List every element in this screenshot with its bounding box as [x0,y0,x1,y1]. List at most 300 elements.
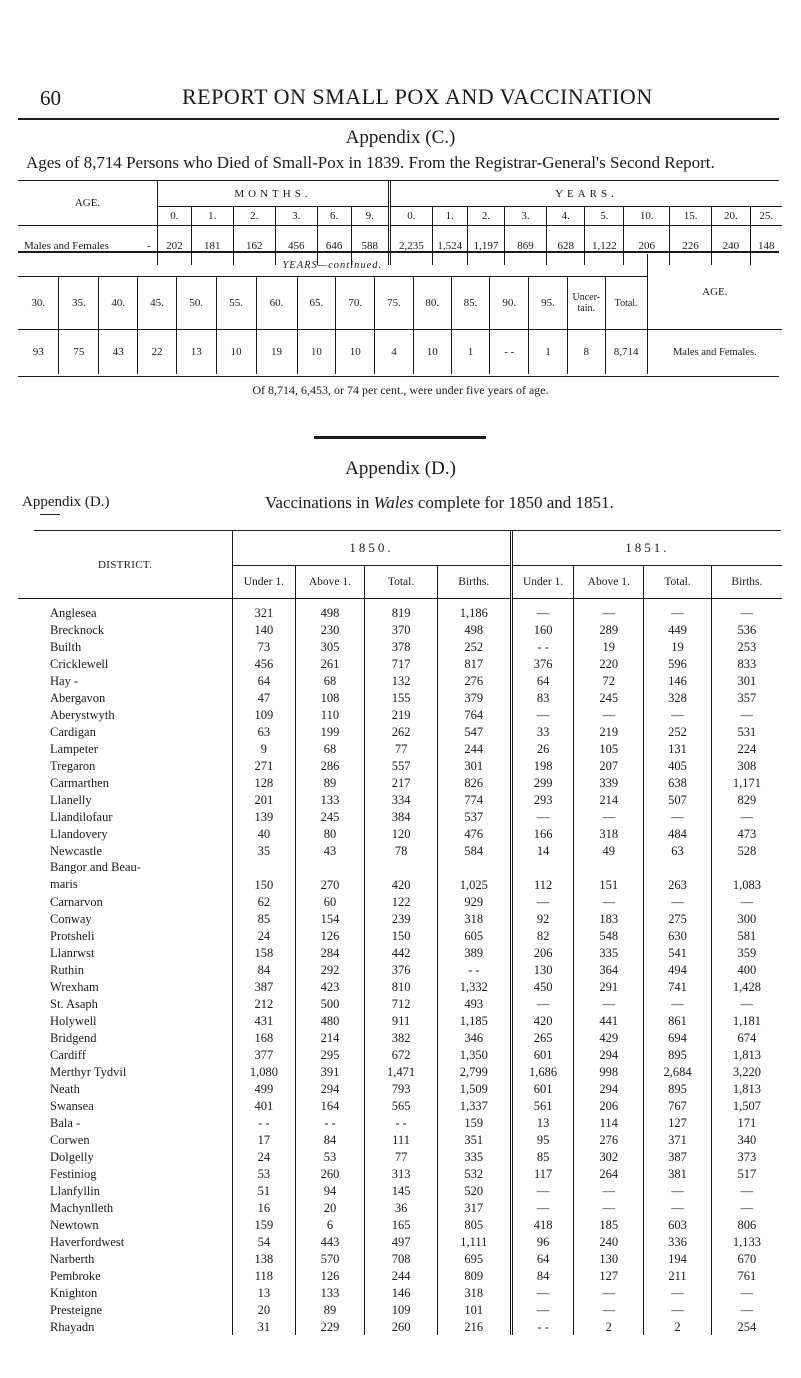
district-name [18,978,233,995]
district-name-text: St. Asaph [50,996,98,1011]
district-name-text: Bangor and Beau- maris [50,860,141,891]
cell-value: 194 [644,1250,712,1267]
cell-value: 793 [365,1080,437,1097]
header-rule [18,118,779,120]
cell-value: 382 [365,1029,437,1046]
cell-value: 73 [233,638,295,655]
cell-value: 536 [711,621,782,638]
district-name [18,859,233,893]
cell-value: 431 [233,1012,295,1029]
year-col-label: 70. [336,277,375,330]
cell-value: 89 [295,1301,365,1318]
cell-value: 132 [365,672,437,689]
cell-value: 114 [574,1114,644,1131]
cell-value: 160 [511,621,574,638]
year-value: 13 [176,330,216,375]
district-name [18,1267,233,1284]
district-name [18,1318,233,1335]
cell-value: 207 [574,757,644,774]
table-row [18,1114,782,1131]
column-label: Births. [437,566,511,599]
cell-value: 484 [644,825,712,842]
cell-value: 72 [574,672,644,689]
table-row [18,740,782,757]
cell-value: 245 [295,808,365,825]
month-col-label: 3. [275,207,317,226]
district-name [18,1131,233,1148]
cell-value: 85 [511,1148,574,1165]
cell-value: 761 [711,1267,782,1284]
cell-value: 1,813 [711,1046,782,1063]
cell-value: 1,025 [437,859,511,893]
district-name-text: Rhayadn [50,1319,95,1334]
years-continued-header: YEARS—continued. [18,254,647,277]
cell-value: 1,171 [711,774,782,791]
cell-value: — [574,1284,644,1301]
year-value: 1 [529,330,568,375]
cell-value: — [644,706,712,723]
district-name [18,723,233,740]
table-row [18,893,782,910]
cell-value: 809 [437,1267,511,1284]
year-value: 206 [624,226,670,266]
table-row [18,995,782,1012]
cell-value: 741 [644,978,712,995]
cell-value: 229 [295,1318,365,1335]
cell-value: — [574,604,644,621]
cell-value: 911 [365,1012,437,1029]
district-name-text: Presteigne [50,1302,103,1317]
cell-value: 168 [233,1029,295,1046]
cell-value: - - [511,1318,574,1335]
district-name [18,621,233,638]
cell-value: 260 [365,1318,437,1335]
district-name [18,706,233,723]
cell-value: 224 [711,740,782,757]
district-name [18,1012,233,1029]
cell-value: 359 [711,944,782,961]
district-name-text: Neath [50,1081,80,1096]
cell-value: 531 [711,723,782,740]
month-col-label: 1. [191,207,233,226]
district-name-text: Carmarthen [50,775,110,790]
year-col-label: 40. [99,277,138,330]
cell-value: 456 [233,655,295,672]
table-row [18,672,782,689]
month-col-label: 9. [351,207,389,226]
cell-value: 211 [644,1267,712,1284]
cell-value: 1,507 [711,1097,782,1114]
cell-value: 381 [644,1165,712,1182]
district-name-text: Narberth [50,1251,95,1266]
cell-value: 443 [295,1233,365,1250]
cell-value: 263 [644,859,712,893]
district-name [18,1097,233,1114]
cell-value: 140 [233,621,295,638]
cell-value: 244 [437,740,511,757]
year-value: - - [490,330,529,375]
cell-value: 254 [711,1318,782,1335]
cell-value: 357 [711,689,782,706]
cell-value: 300 [711,910,782,927]
cell-value: — [511,706,574,723]
year-col-label: Uncer- tain. [567,277,605,330]
cell-value: 376 [511,655,574,672]
district-name [18,1216,233,1233]
table-row [18,825,782,842]
cell-value: 68 [295,740,365,757]
cell-value: 83 [511,689,574,706]
cell-value: — [644,893,712,910]
cell-value: 105 [574,740,644,757]
table-row [18,604,782,621]
table-row [18,1250,782,1267]
cell-value: 108 [295,689,365,706]
cell-value: 68 [295,672,365,689]
cell-value: 117 [511,1165,574,1182]
cell-value: 810 [365,978,437,995]
column-label: Births. [711,566,782,599]
cell-value: — [711,706,782,723]
cell-value: 1,083 [711,859,782,893]
cell-value: 1,181 [711,1012,782,1029]
cell-value: 1,332 [437,978,511,995]
district-name [18,808,233,825]
appendix-d-caption-suffix: complete for 1850 and 1851. [417,493,614,512]
cell-value: 216 [437,1318,511,1335]
cell-value: 418 [511,1216,574,1233]
cell-value: 165 [365,1216,437,1233]
cell-value: 240 [574,1233,644,1250]
age-header-right: AGE. [647,254,782,330]
year-value: 1,122 [585,226,624,266]
district-name [18,1080,233,1097]
cell-value: 694 [644,1029,712,1046]
table-row [18,978,782,995]
district-name-text: Newcastle [50,843,103,858]
district-name-text: Swansea [50,1098,94,1113]
cell-value: 96 [511,1233,574,1250]
district-name-text: Pembroke [50,1268,101,1283]
cell-value: 405 [644,757,712,774]
cell-value: 318 [437,910,511,927]
cell-value: — [511,1182,574,1199]
district-name-text: Llanfyllin [50,1183,100,1198]
cell-value: 201 [233,791,295,808]
cell-value: 638 [644,774,712,791]
year-value: 628 [547,226,585,266]
year-value: 148 [750,226,782,266]
row-label: Males and Females - [18,226,157,266]
cell-value: 271 [233,757,295,774]
cell-value: 420 [511,1012,574,1029]
cell-value: 301 [711,672,782,689]
cell-value: 112 [511,859,574,893]
cell-value: 199 [295,723,365,740]
district-name [18,1029,233,1046]
district-name-text: Holywell [50,1013,97,1028]
cell-value: 80 [295,825,365,842]
cell-value: 110 [295,706,365,723]
page-number: 60 [40,86,61,110]
cell-value: 498 [295,604,365,621]
age-footnote: Of 8,714, 6,453, or 74 per cent., were under five years of age. [252,383,549,397]
year-value: 19 [256,330,297,375]
cell-value: 275 [644,910,712,927]
year-value: 8 [567,330,605,375]
cell-value: 89 [295,774,365,791]
year-col-label: 5. [585,207,624,226]
section-divider [314,436,486,439]
cell-value: 53 [295,1148,365,1165]
cell-value: 13 [511,1114,574,1131]
cell-value: 895 [644,1046,712,1063]
cell-value: 295 [295,1046,365,1063]
district-name [18,1284,233,1301]
cell-value: 570 [295,1250,365,1267]
table-row [18,1318,782,1335]
cell-value: — [644,1182,712,1199]
cell-value: 198 [511,757,574,774]
cell-value: 16 [233,1199,295,1216]
district-name-text: Dolgelly [50,1149,94,1164]
district-name [18,1301,233,1318]
cell-value: 476 [437,825,511,842]
cell-value: 33 [511,723,574,740]
column-label: Under 1. [233,566,295,599]
cell-value: 47 [233,689,295,706]
cell-value: — [711,1199,782,1216]
cell-value: 120 [365,825,437,842]
cell-value: — [574,1199,644,1216]
cell-value: 131 [644,740,712,757]
cell-value: 2,799 [437,1063,511,1080]
cell-value: 584 [437,842,511,859]
cell-value: 1,133 [711,1233,782,1250]
appendix-d-caption [265,493,614,513]
cell-value: 1,428 [711,978,782,995]
cell-value: - - [233,1114,295,1131]
cell-value: 1,509 [437,1080,511,1097]
table-row [18,1301,782,1318]
cell-value: 378 [365,638,437,655]
cell-value: 64 [511,672,574,689]
cell-value: 895 [644,1080,712,1097]
cell-value: 528 [711,842,782,859]
district-name-text: Haverfordwest [50,1234,125,1249]
cell-value: 2 [574,1318,644,1335]
cell-value: 214 [574,791,644,808]
year-col-label: 80. [413,277,451,330]
table-row [18,1046,782,1063]
district-name [18,910,233,927]
cell-value: 127 [574,1267,644,1284]
cell-value: 449 [644,621,712,638]
cell-value: 289 [574,621,644,638]
cell-value: 340 [711,1131,782,1148]
cell-value: 317 [437,1199,511,1216]
cell-value: 253 [711,638,782,655]
cell-value: 118 [233,1267,295,1284]
district-name [18,604,233,621]
cell-value: 712 [365,995,437,1012]
cell-value: 442 [365,944,437,961]
month-value: 588 [351,226,389,266]
cell-value: 230 [295,621,365,638]
year-value: 1 [451,330,490,375]
year-col-label: 0. [389,207,432,226]
table-row [18,330,782,375]
district-name [18,1182,233,1199]
district-name-text: Anglesea [50,605,97,620]
cell-value: 138 [233,1250,295,1267]
cell-value: 78 [365,842,437,859]
cell-value: 270 [295,859,365,893]
cell-value: — [574,995,644,1012]
cell-value: 507 [644,791,712,808]
cell-value: 401 [233,1097,295,1114]
cell-value: 581 [711,927,782,944]
cell-value: 82 [511,927,574,944]
cell-value: 159 [437,1114,511,1131]
cell-value: - - [511,638,574,655]
cell-value: 299 [511,774,574,791]
cell-value: 294 [295,1080,365,1097]
year-1850-header: 1850. [233,531,512,566]
cell-value: 1,111 [437,1233,511,1250]
cell-value: 537 [437,808,511,825]
cell-value: 826 [437,774,511,791]
cell-value: 541 [644,944,712,961]
cell-value: 429 [574,1029,644,1046]
year-col-label: 25. [750,207,782,226]
cell-value: 95 [511,1131,574,1148]
cell-value: — [644,1284,712,1301]
district-name [18,995,233,1012]
cell-value: — [511,1301,574,1318]
column-label: Under 1. [511,566,574,599]
district-name-text: Carnarvon [50,894,103,909]
cell-value: 1,686 [511,1063,574,1080]
cell-value: 389 [437,944,511,961]
cell-value: 630 [644,927,712,944]
table-row [18,706,782,723]
year-value: 226 [670,226,712,266]
cell-value: 557 [365,757,437,774]
cell-value: 64 [511,1250,574,1267]
year-value: 10 [297,330,336,375]
cell-value: 9 [233,740,295,757]
cell-value: — [644,1199,712,1216]
cell-value: — [511,808,574,825]
table-row [18,655,782,672]
year-col-label: 75. [375,277,414,330]
cell-value: 1,350 [437,1046,511,1063]
district-name [18,1114,233,1131]
cell-value: 284 [295,944,365,961]
cell-value: 252 [437,638,511,655]
cell-value: 64 [233,672,295,689]
table-row [18,808,782,825]
cell-value: 60 [295,893,365,910]
district-name-text: Llanelly [50,792,92,807]
cell-value: 20 [233,1301,295,1318]
cell-value: 24 [233,1148,295,1165]
cell-value: 1,185 [437,1012,511,1029]
cell-value: — [511,995,574,1012]
cell-value: 31 [233,1318,295,1335]
cell-value: 1,471 [365,1063,437,1080]
district-name [18,842,233,859]
cell-value: 391 [295,1063,365,1080]
cell-value: 294 [574,1080,644,1097]
cell-value: 219 [574,723,644,740]
cell-value: 318 [437,1284,511,1301]
cell-value: — [574,706,644,723]
table-row [18,859,782,893]
table-row [18,1097,782,1114]
cell-value: 334 [365,791,437,808]
cell-value: 265 [511,1029,574,1046]
cell-value: 63 [644,842,712,859]
cell-value: — [644,808,712,825]
table-row [18,1199,782,1216]
cell-value: 109 [365,1301,437,1318]
cell-value: 36 [365,1199,437,1216]
month-value: 202 [157,226,191,266]
district-name-text: Conway [50,911,92,926]
cell-value: — [644,995,712,1012]
cell-value: 35 [233,842,295,859]
cell-value: 548 [574,927,644,944]
year-col-label: 45. [138,277,177,330]
cell-value: 126 [295,1267,365,1284]
district-name-text: Cardigan [50,724,96,739]
table-row [18,774,782,791]
district-name [18,1250,233,1267]
district-name [18,1063,233,1080]
cell-value: 998 [574,1063,644,1080]
cell-value: 497 [365,1233,437,1250]
table-row [18,1131,782,1148]
table-row [18,1080,782,1097]
year-col-label: 60. [256,277,297,330]
appendix-c-title: Appendix (C.) [345,127,456,148]
district-name-text: Cricklewell [50,656,109,671]
cell-value: 239 [365,910,437,927]
cell-value: 127 [644,1114,712,1131]
cell-value: 244 [365,1267,437,1284]
cell-value: 817 [437,655,511,672]
cell-value: 84 [511,1267,574,1284]
district-name-text: Cardiff [50,1047,86,1062]
year-col-label: 90. [490,277,529,330]
cell-value: — [511,1284,574,1301]
cell-value: — [711,995,782,1012]
year-value: 240 [712,226,750,266]
cell-value: 126 [295,927,365,944]
cell-value: 387 [233,978,295,995]
cell-value: 13 [233,1284,295,1301]
district-name-text: Newtown [50,1217,99,1232]
cell-value: 3,220 [711,1063,782,1080]
cell-value: 308 [711,757,782,774]
cell-value: 373 [711,1148,782,1165]
cell-value: 133 [295,791,365,808]
cell-value: 774 [437,791,511,808]
cell-value: 40 [233,825,295,842]
month-value: 646 [317,226,351,266]
